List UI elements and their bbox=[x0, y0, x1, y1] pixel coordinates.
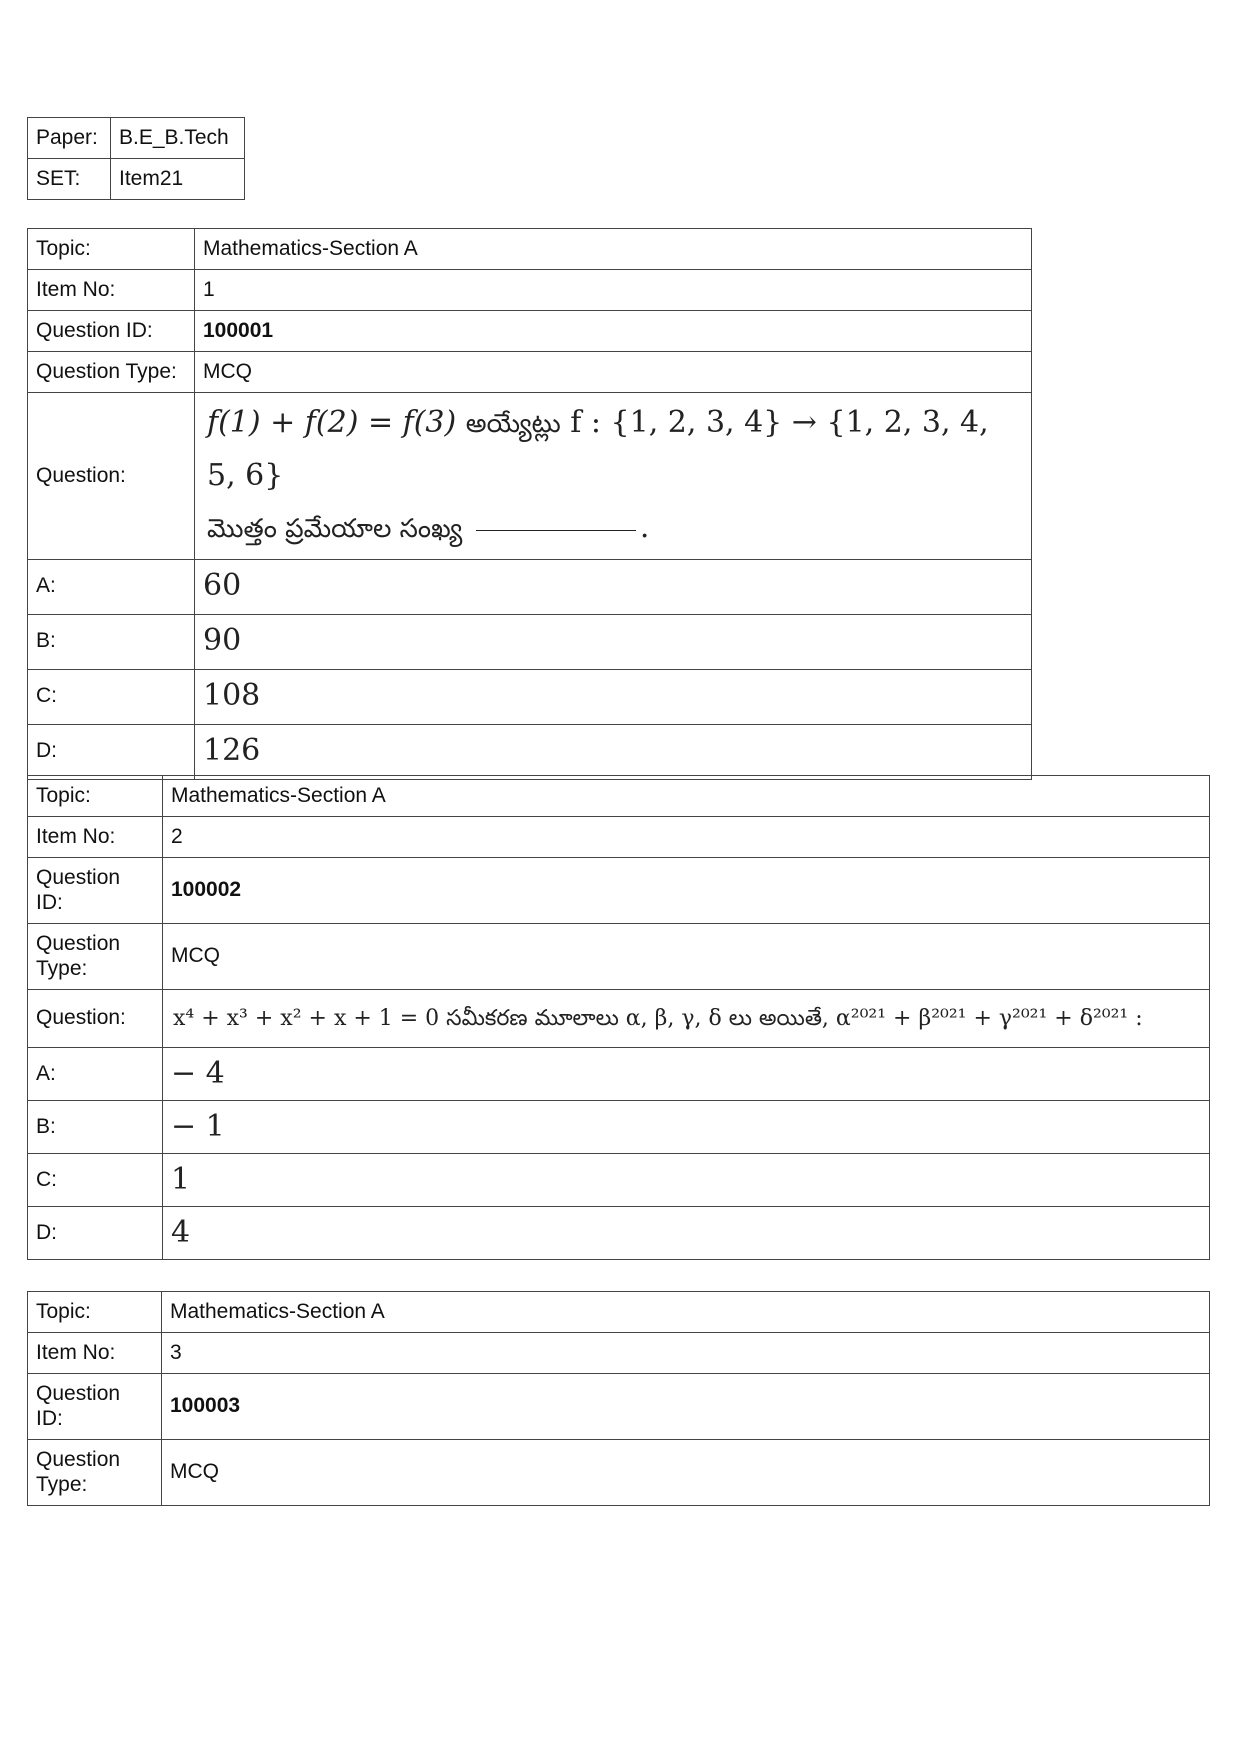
question-line-1 bbox=[207, 397, 1019, 502]
question-label: Question: bbox=[28, 990, 163, 1048]
question-id-value: 100003 bbox=[162, 1374, 1210, 1440]
question-table-3 bbox=[27, 1291, 1210, 1506]
option-b-label: B: bbox=[28, 1101, 163, 1154]
option-d-value: 4 bbox=[163, 1207, 1210, 1260]
option-b-label: B: bbox=[28, 614, 195, 669]
question-line-2: మొత్తం ప్రమేయాల సంఖ్య . bbox=[207, 510, 650, 545]
question-math-rhs: f : {1, 2, 3, 4} → {1, 2, 3, 4, 5, 6} bbox=[207, 405, 989, 493]
question-id-value: 100002 bbox=[163, 858, 1210, 924]
topic-label: Topic: bbox=[28, 776, 163, 817]
option-d-label: D: bbox=[28, 724, 195, 779]
paper-value: B.E_B.Tech bbox=[111, 118, 245, 159]
set-value: Item21 bbox=[111, 159, 245, 200]
option-a-value: − 4 bbox=[163, 1048, 1210, 1101]
question-table-2 bbox=[27, 775, 1210, 1260]
question-type-value: MCQ bbox=[195, 352, 1032, 393]
question-telugu-word: అయ్యేట్లు bbox=[465, 409, 561, 439]
option-a-value: 60 bbox=[195, 559, 1032, 614]
option-c-label: C: bbox=[28, 669, 195, 724]
question-type-label: Question Type: bbox=[28, 924, 163, 990]
item-no-value: 3 bbox=[162, 1333, 1210, 1374]
question-id-value: 100001 bbox=[195, 311, 1032, 352]
option-a-label: A: bbox=[28, 559, 195, 614]
item-no-label: Item No: bbox=[28, 270, 195, 311]
option-b-value: 90 bbox=[195, 614, 1032, 669]
question-math-lhs: f(1) + f(2) = f(3) bbox=[207, 405, 457, 440]
question-label: Question: bbox=[28, 393, 195, 560]
question-id-label: Question ID: bbox=[28, 311, 195, 352]
item-no-value: 2 bbox=[163, 817, 1210, 858]
option-c-value: 1 bbox=[163, 1154, 1210, 1207]
topic-label: Topic: bbox=[28, 1292, 162, 1333]
topic-value: Mathematics-Section A bbox=[162, 1292, 1210, 1333]
question-type-label: Question Type: bbox=[28, 352, 195, 393]
question-id-label: Question ID: bbox=[28, 858, 163, 924]
question-text: x⁴ + x³ + x² + x + 1 = 0 సమీకరణ మూలాలు α, β, γ, δ లు అయితే, α²⁰²¹ + β²⁰²¹ + γ²⁰²¹ + δ²⁰²¹ : bbox=[163, 990, 1210, 1048]
question-type-value: MCQ bbox=[163, 924, 1210, 990]
topic-value: Mathematics-Section A bbox=[163, 776, 1210, 817]
set-label: SET: bbox=[28, 159, 111, 200]
option-c-label: C: bbox=[28, 1154, 163, 1207]
question-text bbox=[195, 393, 1032, 560]
question-type-value: MCQ bbox=[162, 1440, 1210, 1506]
option-c-value: 108 bbox=[195, 669, 1032, 724]
question-id-label: Question ID: bbox=[28, 1374, 162, 1440]
question-type-label: Question Type: bbox=[28, 1440, 162, 1506]
option-d-value: 126 bbox=[195, 724, 1032, 779]
item-no-label: Item No: bbox=[28, 817, 163, 858]
option-d-label: D: bbox=[28, 1207, 163, 1260]
option-a-label: A: bbox=[28, 1048, 163, 1101]
option-b-value: − 1 bbox=[163, 1101, 1210, 1154]
topic-value: Mathematics-Section A bbox=[195, 229, 1032, 270]
answer-blank bbox=[476, 530, 636, 531]
question-table-1 bbox=[27, 228, 1032, 780]
item-no-label: Item No: bbox=[28, 1333, 162, 1374]
topic-label: Topic: bbox=[28, 229, 195, 270]
item-no-value: 1 bbox=[195, 270, 1032, 311]
paper-label: Paper: bbox=[28, 118, 111, 159]
paper-info-table bbox=[27, 117, 245, 200]
question-telugu-text: మొత్తం ప్రమేయాల సంఖ్య bbox=[207, 514, 463, 544]
